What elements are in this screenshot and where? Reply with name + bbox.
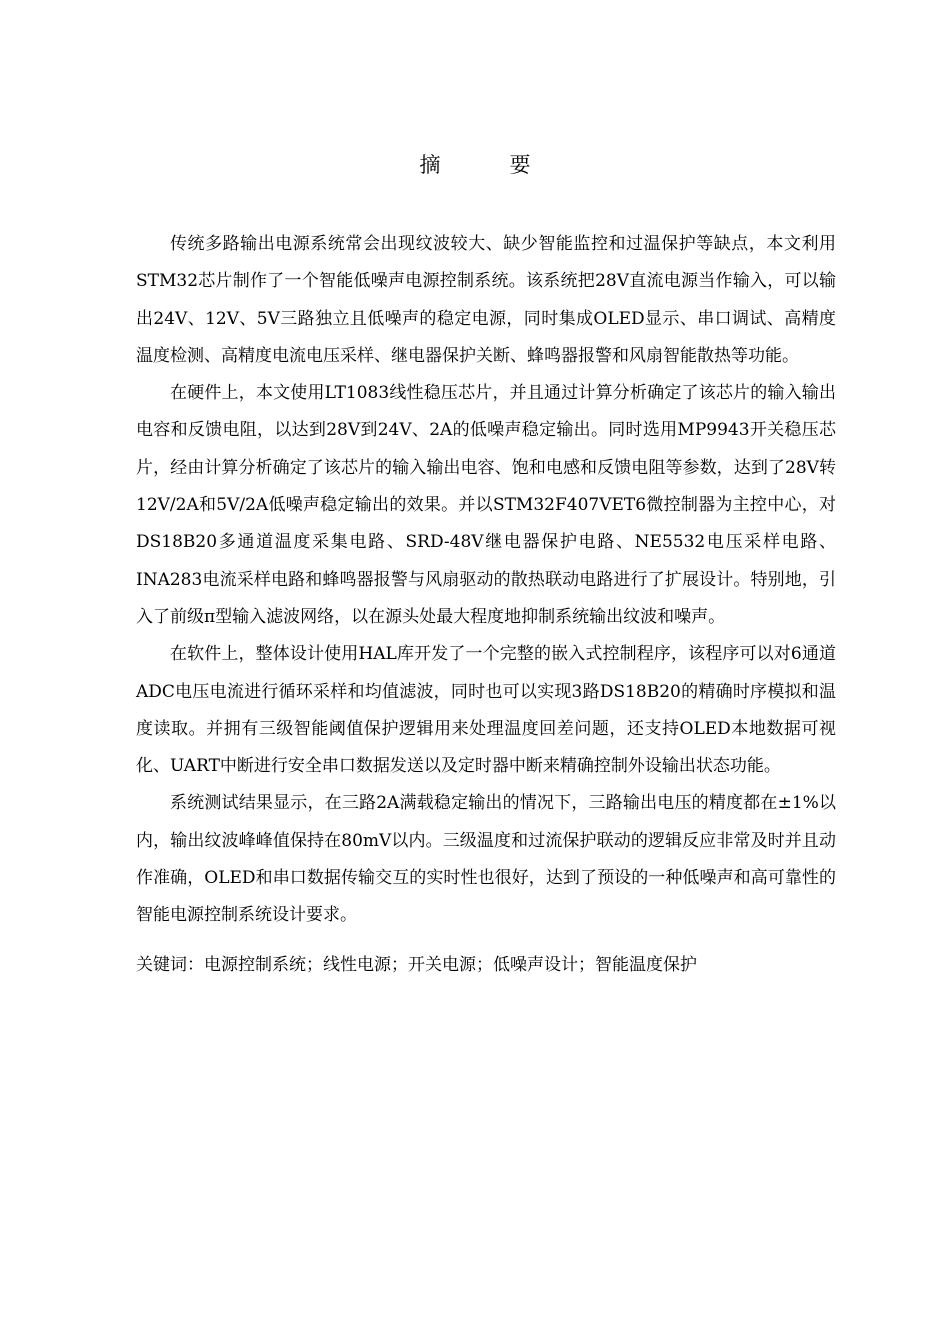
abstract-body [136, 226, 836, 984]
abstract-paragraph-3: 在软件上，整体设计使用HAL库开发了一个完整的嵌入式控制程序，该程序可以对6通道ADC电压电流进行循环采样和均值滤波，同时也可以实现3路DS18B20的精确时序模拟和温度读取。并拥有三级智能阈值保护逻辑用来处理温度回差问题，还支持OLED本地数据可视化、UART中断进行安全串口数据发送以及定时器中断来精确控制外设输出状态功能。 [136, 644, 836, 777]
keywords-label: 关键词： [136, 954, 204, 975]
abstract-paragraph-2: 在硬件上，本文使用LT1083线性稳压芯片，并且通过计算分析确定了该芯片的输入输出电容和反馈电阻，以达到28V到24V、2A的低噪声稳定输出。同时选用MP9943开关稳压芯片，经由计算分析确定了该芯片的输入输出电容、饱和电感和反馈电阻等参数，达到了28V转12V/2A和5V/2A低噪声稳定输出的效果。并以STM32F407VET6微控制器为主控中心，对DS18B20多通道温度采集电路、SRD-48V继电器保护电路、NE5532电压采样电路、INA283电流采样电路和蜂鸣器报警与风扇驱动的散热联动电路进行了扩展设计。特别地，引入了前级π型输入滤波网络，以在源头处最大程度地抑制系统输出纹波和噪声。 [136, 383, 836, 627]
abstract-title: 摘 要 [419, 153, 555, 177]
keywords-text: 电源控制系统；线性电源；开关电源；低噪声设计；智能温度保护 [204, 954, 697, 975]
abstract-paragraph-4: 系统测试结果显示，在三路2A满载稳定输出的情况下，三路输出电压的精度都在±1%以内，输出纹波峰峰值保持在80mV以内。三级温度和过流保护联动的逻辑反应非常及时并且动作准确，OLED和串口数据传输交互的实时性也很好，达到了预设的一种低噪声和高可靠性的智能电源控制系统设计要求。 [136, 793, 836, 926]
abstract-paragraph-1: 传统多路输出电源系统常会出现纹波较大、缺少智能监控和过温保护等缺点，本文利用STM32芯片制作了一个智能低噪声电源控制系统。该系统把28V直流电源当作输入，可以输出24V、12V、5V三路独立且低噪声的稳定电源，同时集成OLED显示、串口调试、高精度温度检测、高精度电流电压采样、继电器保护关断、蜂鸣器报警和风扇智能散热等功能。 [136, 234, 836, 366]
keywords-line [136, 947, 836, 984]
